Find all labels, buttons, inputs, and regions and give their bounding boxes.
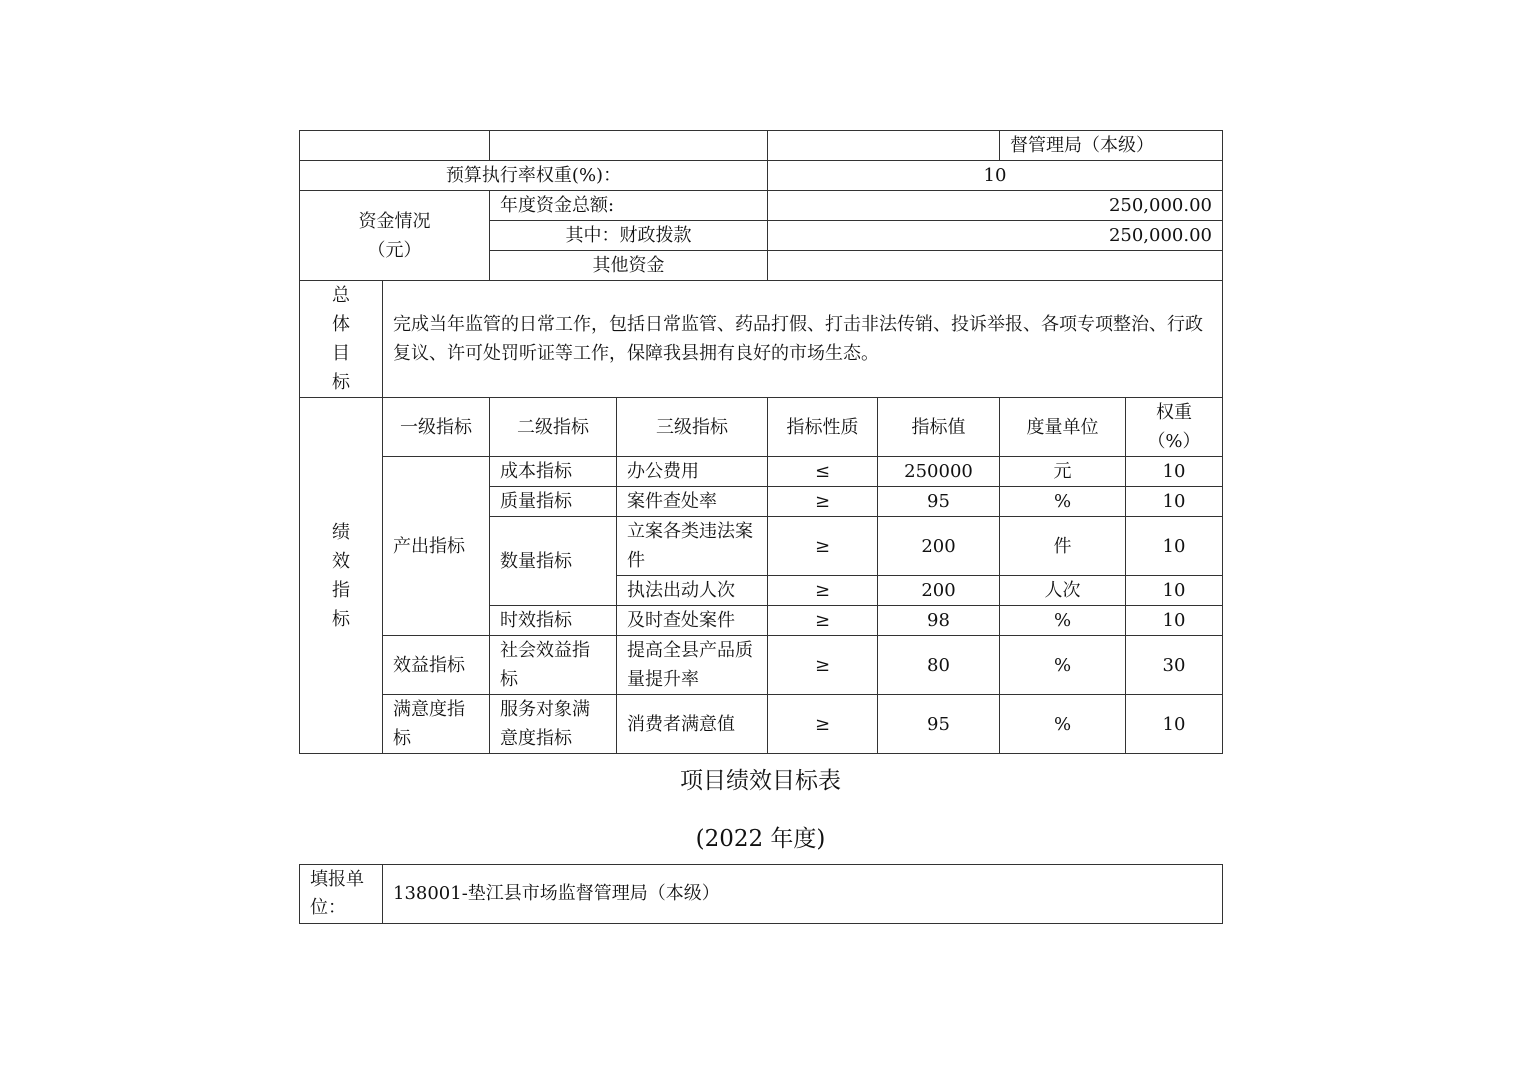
weight-cell: 10 bbox=[1126, 606, 1223, 636]
goal-label-char: 体 bbox=[332, 314, 350, 335]
unit-cell: 件 bbox=[1000, 517, 1126, 576]
weight-cell: 10 bbox=[1126, 487, 1223, 517]
nature-cell: ≥ bbox=[768, 576, 878, 606]
l2-cell: 时效指标 bbox=[490, 606, 617, 636]
goal-label-char: 目 bbox=[332, 343, 350, 364]
weight-cell: 10 bbox=[1126, 457, 1223, 487]
perf-label bbox=[300, 398, 383, 754]
perf-label-char: 绩 bbox=[332, 521, 350, 543]
nature-cell: ≥ bbox=[768, 606, 878, 636]
nature-cell: ≥ bbox=[768, 487, 878, 517]
perf-header-row bbox=[300, 398, 1223, 457]
goal-row bbox=[300, 281, 1223, 398]
funds-label-line2: （元） bbox=[367, 239, 422, 261]
top-row bbox=[300, 131, 1223, 161]
goal-label-char: 总 bbox=[332, 285, 350, 306]
header-nature: 指标性质 bbox=[768, 398, 878, 457]
funds-total-label: 年度资金总额: bbox=[490, 191, 768, 221]
l3-cell: 办公费用 bbox=[617, 457, 768, 487]
filing-unit-table bbox=[299, 864, 1223, 924]
l2-cell: 质量指标 bbox=[490, 487, 617, 517]
budget-weight-label: 预算执行率权重(%)： bbox=[300, 161, 768, 191]
weight-cell: 30 bbox=[1126, 636, 1223, 695]
l3-cell: 立案各类违法案件 bbox=[617, 517, 768, 576]
l2-cell: 社会效益指标 bbox=[490, 636, 617, 695]
budget-weight-row bbox=[300, 161, 1223, 191]
l3-cell: 案件查处率 bbox=[617, 487, 768, 517]
weight-cell: 10 bbox=[1126, 695, 1223, 754]
group-satisfaction: 满意度指标 bbox=[383, 695, 490, 754]
filing-unit-label: 填报单位： bbox=[300, 865, 383, 924]
value-cell: 200 bbox=[878, 517, 1000, 576]
group-benefit: 效益指标 bbox=[383, 636, 490, 695]
goal-label-char: 标 bbox=[332, 372, 350, 393]
filing-unit-value: 138001-垫江县市场监督管理局（本级） bbox=[383, 865, 1223, 924]
funds-fiscal-value: 250,000.00 bbox=[768, 221, 1223, 251]
unit-cell: % bbox=[1000, 487, 1126, 517]
funds-total-value: 250,000.00 bbox=[768, 191, 1223, 221]
l3-cell: 消费者满意值 bbox=[617, 695, 768, 754]
header-l3: 三级指标 bbox=[617, 398, 768, 457]
header-l2: 二级指标 bbox=[490, 398, 617, 457]
dept-name-tail: 督管理局（本级） bbox=[1000, 131, 1223, 161]
l3-cell: 提高全县产品质量提升率 bbox=[617, 636, 768, 695]
funds-fiscal-label: 其中：财政拨款 bbox=[490, 221, 768, 251]
nature-cell: ≥ bbox=[768, 517, 878, 576]
header-value: 指标值 bbox=[878, 398, 1000, 457]
top-cell-1 bbox=[300, 131, 490, 161]
unit-cell: 人次 bbox=[1000, 576, 1126, 606]
document-title: 项目绩效目标表 bbox=[680, 768, 841, 794]
performance-table bbox=[299, 130, 1223, 754]
unit-cell: % bbox=[1000, 636, 1126, 695]
perf-label-char: 指 bbox=[332, 579, 350, 601]
l2-cell: 数量指标 bbox=[490, 517, 617, 606]
header-weight: 权重（%） bbox=[1126, 398, 1223, 457]
funds-label-line1: 资金情况 bbox=[358, 210, 431, 232]
value-cell: 250000 bbox=[878, 457, 1000, 487]
header-unit: 度量单位 bbox=[1000, 398, 1126, 457]
header-l1: 一级指标 bbox=[383, 398, 490, 457]
funds-total-row bbox=[300, 191, 1223, 221]
document-year: (2022 年度) bbox=[695, 826, 826, 852]
perf-label-char: 效 bbox=[332, 550, 350, 572]
l2-cell: 服务对象满意度指标 bbox=[490, 695, 617, 754]
group-output: 产出指标 bbox=[383, 457, 490, 636]
nature-cell: ≥ bbox=[768, 695, 878, 754]
value-cell: 95 bbox=[878, 695, 1000, 754]
value-cell: 98 bbox=[878, 606, 1000, 636]
top-cell-2 bbox=[490, 131, 768, 161]
table-row bbox=[300, 695, 1223, 754]
budget-weight-value: 10 bbox=[768, 161, 1223, 191]
filing-unit-row bbox=[300, 865, 1223, 924]
unit-cell: % bbox=[1000, 606, 1126, 636]
perf-label-char: 标 bbox=[332, 608, 350, 630]
table-row bbox=[300, 636, 1223, 695]
l3-cell: 执法出动人次 bbox=[617, 576, 768, 606]
value-cell: 200 bbox=[878, 576, 1000, 606]
goal-label bbox=[300, 281, 383, 398]
nature-cell: ≤ bbox=[768, 457, 878, 487]
weight-cell: 10 bbox=[1126, 576, 1223, 606]
value-cell: 80 bbox=[878, 636, 1000, 695]
funds-other-label: 其他资金 bbox=[490, 251, 768, 281]
unit-cell: % bbox=[1000, 695, 1126, 754]
value-cell: 95 bbox=[878, 487, 1000, 517]
weight-cell: 10 bbox=[1126, 517, 1223, 576]
nature-cell: ≥ bbox=[768, 636, 878, 695]
funds-label bbox=[300, 191, 490, 281]
l3-cell: 及时查处案件 bbox=[617, 606, 768, 636]
funds-other-value bbox=[768, 251, 1223, 281]
l2-cell: 成本指标 bbox=[490, 457, 617, 487]
table-row bbox=[300, 457, 1223, 487]
goal-text: 完成当年监管的日常工作，包括日常监管、药品打假、打击非法传销、投诉举报、各项专项整治、行政复议、许可处罚听证等工作，保障我县拥有良好的市场生态。 bbox=[383, 281, 1223, 398]
top-cell-3 bbox=[768, 131, 1000, 161]
unit-cell: 元 bbox=[1000, 457, 1126, 487]
